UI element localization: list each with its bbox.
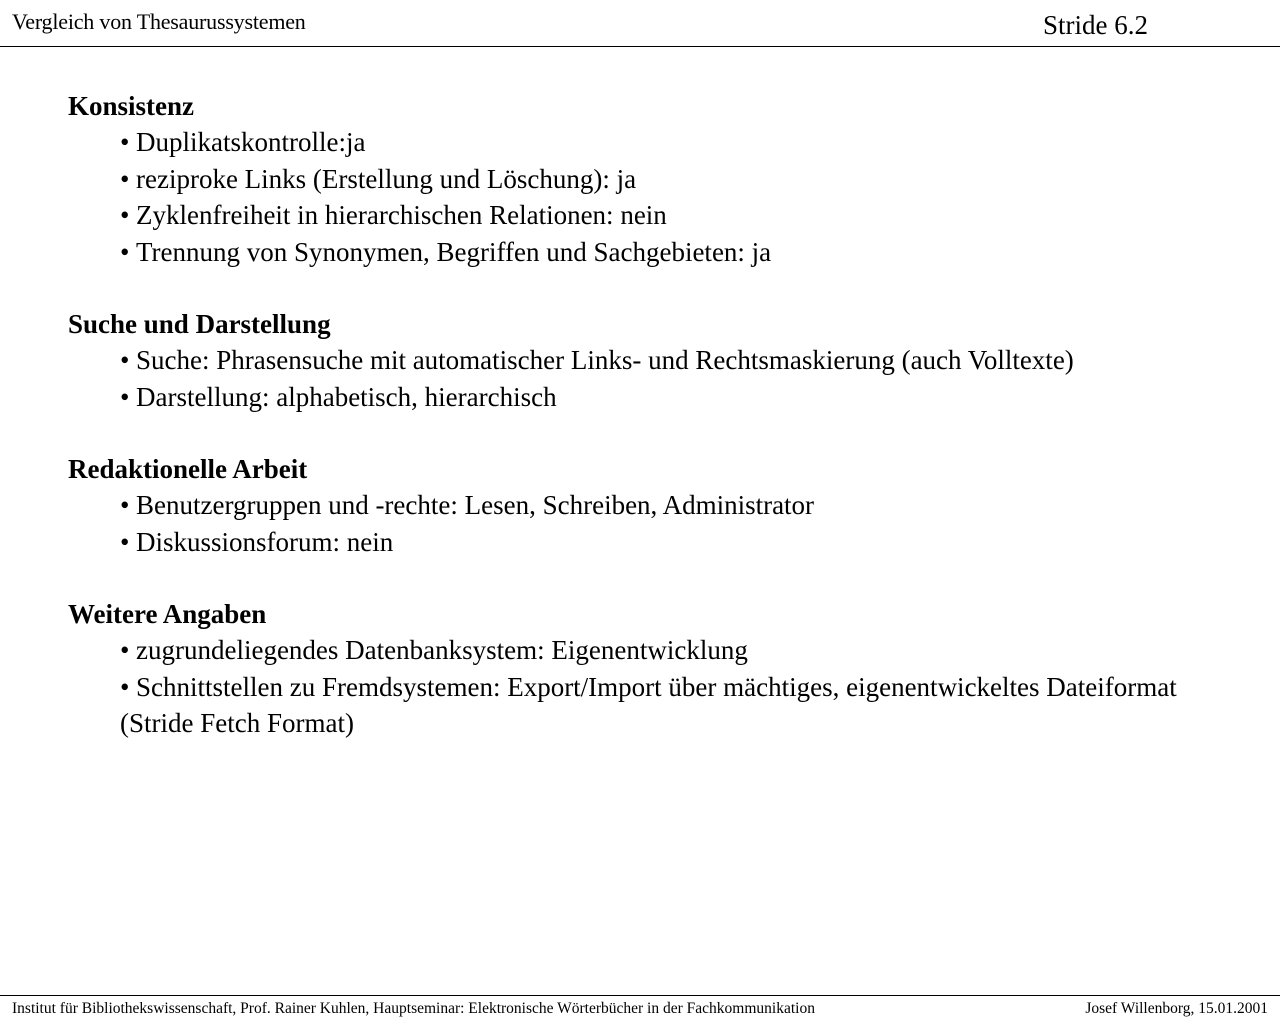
slide-header [0,0,1280,47]
bullet-icon: • [120,381,130,412]
list-item [68,379,1218,416]
footer-institution: Institut für Bibliothekswissenschaft, Prof. Rainer Kuhlen, Hauptseminar: Elektronische Wörterbücher in der Fachkommunikation [12,1000,815,1017]
list-item-text: Zyklenfreiheit in hierarchischen Relationen: nein [136,200,667,230]
list-item [68,234,1218,271]
list-item [68,487,1218,524]
section-heading: Suche und Darstellung [68,309,331,339]
slide-content [68,88,1218,778]
list-item [68,197,1218,234]
bullet-icon: • [120,163,130,194]
footer-author-date: Josef Willenborg, 15.01.2001 [1085,1000,1268,1017]
slide-footer [0,995,1280,1025]
bullet-list [68,342,1218,415]
bullet-icon: • [120,490,130,520]
bullet-list [68,487,1218,560]
list-item [68,669,1218,706]
bullet-list [68,124,1218,270]
list-item-continuation: (Stride Fetch Format) [120,708,354,738]
section-konsistenz [68,88,1218,270]
list-item-text: Benutzergruppen und -rechte: Lesen, Schreiben, Administrator [136,490,815,520]
list-item-text: zugrundeliegendes Datenbanksystem: Eigenentwicklung [136,635,748,665]
bullet-icon: • [120,635,130,665]
list-item [68,632,1218,669]
list-item-text: Trennung von Synonymen, Begriffen und Sachgebieten: ja [136,236,772,267]
bullet-icon: • [120,345,130,375]
bullet-icon: • [120,200,130,230]
list-item-text: Darstellung: alphabetisch, hierarchisch [136,381,557,412]
bullet-icon: • [120,236,130,267]
list-item-text: Duplikatskontrolle:ja [136,127,366,157]
bullet-icon: • [120,127,130,157]
list-item [68,124,1218,161]
bullet-list [68,632,1218,705]
list-item [68,342,1218,379]
section-heading: Redaktionelle Arbeit [68,454,308,484]
bullet-icon: • [120,526,130,557]
list-item-text: reziproke Links (Erstellung und Löschung): ja [136,163,637,194]
bullet-icon: • [120,671,130,702]
list-item [68,161,1218,198]
list-item-text: Schnittstellen zu Fremdsystemen: Export/Import über mächtiges, eigenentwickeltes Dateiformat [136,671,1177,702]
list-item-text: Diskussionsforum: nein [136,526,394,557]
section-suche-und-darstellung [68,306,1218,415]
section-redaktionelle-arbeit [68,451,1218,560]
section-heading: Weitere Angaben [68,599,267,629]
list-item [68,524,1218,561]
document-title: Vergleich von Thesaurussystemen [12,9,306,34]
slide-label: Stride 6.2 [1043,10,1148,40]
section-weitere-angaben [68,596,1218,742]
list-item-text: Suche: Phrasensuche mit automatischer Links- und Rechtsmaskierung (auch Volltexte) [136,345,1074,375]
section-heading: Konsistenz [68,91,195,121]
